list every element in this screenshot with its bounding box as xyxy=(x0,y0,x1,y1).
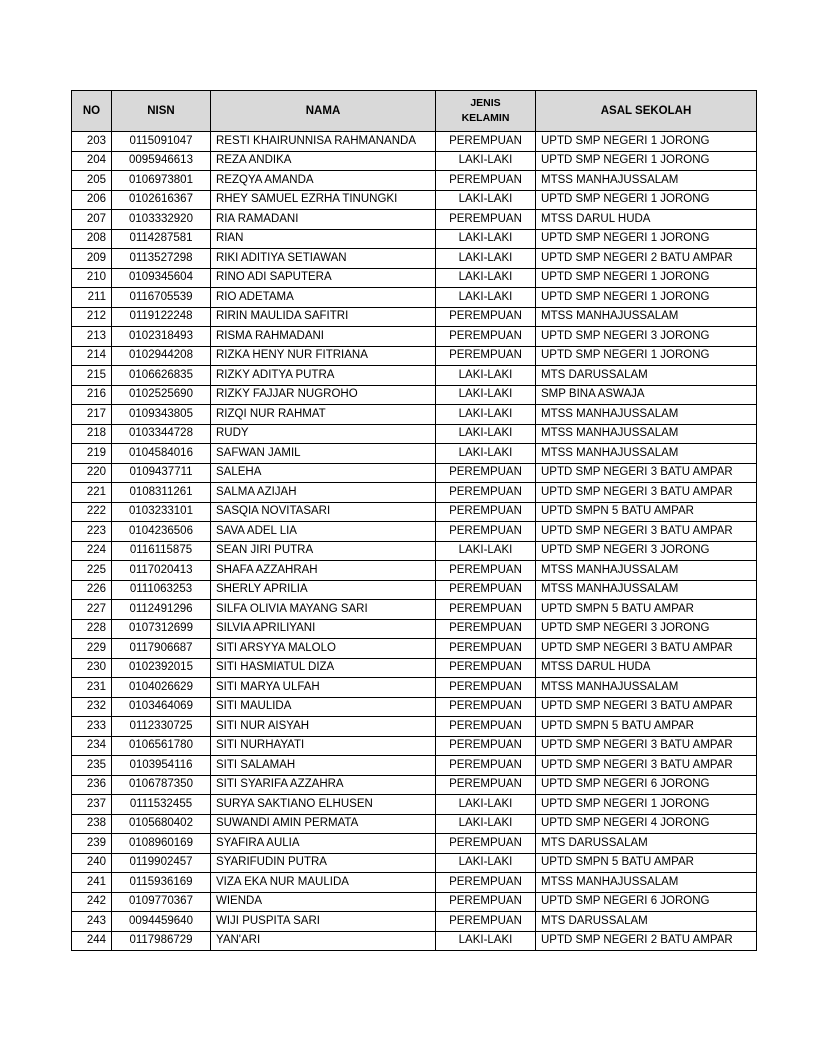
table-row xyxy=(72,366,757,386)
cell-nama: SITI NURHAYATI xyxy=(211,736,436,756)
cell-nama: SYAFIRA AULIA xyxy=(211,834,436,854)
cell-no: 231 xyxy=(72,678,112,698)
cell-nama: SAFWAN JAMIL xyxy=(211,444,436,464)
cell-no: 211 xyxy=(72,288,112,308)
cell-no: 230 xyxy=(72,658,112,678)
cell-asal-sekolah: UPTD SMP NEGERI 1 JORONG xyxy=(536,795,757,815)
table-row xyxy=(72,678,757,698)
cell-asal-sekolah: UPTD SMP NEGERI 3 BATU AMPAR xyxy=(536,736,757,756)
cell-no: 203 xyxy=(72,132,112,152)
cell-nama: RISMA RAHMADANI xyxy=(211,327,436,347)
cell-asal-sekolah: UPTD SMP NEGERI 3 JORONG xyxy=(536,541,757,561)
table-row xyxy=(72,795,757,815)
cell-nisn: 0108311261 xyxy=(112,483,211,503)
cell-jenis-kelamin: LAKI-LAKI xyxy=(436,444,536,464)
cell-no: 236 xyxy=(72,775,112,795)
cell-nama: SASQIA NOVITASARI xyxy=(211,502,436,522)
cell-nama: VIZA EKA NUR MAULIDA xyxy=(211,873,436,893)
cell-jenis-kelamin: LAKI-LAKI xyxy=(436,268,536,288)
cell-nama: RIA RAMADANI xyxy=(211,210,436,230)
cell-nisn: 0103233101 xyxy=(112,502,211,522)
table-row xyxy=(72,756,757,776)
cell-nisn: 0119902457 xyxy=(112,853,211,873)
cell-asal-sekolah: MTSS DARUL HUDA xyxy=(536,210,757,230)
cell-asal-sekolah: UPTD SMP NEGERI 2 BATU AMPAR xyxy=(536,931,757,951)
cell-asal-sekolah: MTSS MANHAJUSSALAM xyxy=(536,678,757,698)
cell-jenis-kelamin: PEREMPUAN xyxy=(436,600,536,620)
table-row xyxy=(72,210,757,230)
header-row xyxy=(72,91,757,132)
cell-nisn: 0104026629 xyxy=(112,678,211,698)
cell-nisn: 0115936169 xyxy=(112,873,211,893)
cell-jenis-kelamin: LAKI-LAKI xyxy=(436,405,536,425)
header-jenis-kelamin-line1: JENIS xyxy=(470,97,501,109)
cell-nama: SITI MAULIDA xyxy=(211,697,436,717)
table-row xyxy=(72,327,757,347)
cell-no: 205 xyxy=(72,171,112,191)
cell-asal-sekolah: MTS DARUSSALAM xyxy=(536,366,757,386)
cell-asal-sekolah: UPTD SMP NEGERI 3 BATU AMPAR xyxy=(536,756,757,776)
cell-nisn: 0116115875 xyxy=(112,541,211,561)
cell-nisn: 0113527298 xyxy=(112,249,211,269)
cell-jenis-kelamin: PEREMPUAN xyxy=(436,346,536,366)
cell-jenis-kelamin: PEREMPUAN xyxy=(436,892,536,912)
cell-nisn: 0094459640 xyxy=(112,912,211,932)
cell-asal-sekolah: UPTD SMP NEGERI 3 BATU AMPAR xyxy=(536,483,757,503)
table-row xyxy=(72,151,757,171)
cell-asal-sekolah: UPTD SMP NEGERI 3 BATU AMPAR xyxy=(536,522,757,542)
cell-nama: RINO ADI SAPUTERA xyxy=(211,268,436,288)
table-row xyxy=(72,541,757,561)
cell-nama: RIO ADETAMA xyxy=(211,288,436,308)
cell-jenis-kelamin: PEREMPUAN xyxy=(436,639,536,659)
cell-jenis-kelamin: PEREMPUAN xyxy=(436,658,536,678)
cell-asal-sekolah: UPTD SMP NEGERI 6 JORONG xyxy=(536,892,757,912)
cell-no: 233 xyxy=(72,717,112,737)
cell-nama: RUDY xyxy=(211,424,436,444)
cell-nisn: 0103954116 xyxy=(112,756,211,776)
cell-no: 240 xyxy=(72,853,112,873)
cell-nisn: 0105680402 xyxy=(112,814,211,834)
table-row xyxy=(72,892,757,912)
cell-nama: RIRIN MAULIDA SAFITRI xyxy=(211,307,436,327)
cell-no: 235 xyxy=(72,756,112,776)
cell-asal-sekolah: SMP BINA ASWAJA xyxy=(536,385,757,405)
cell-jenis-kelamin: PEREMPUAN xyxy=(436,912,536,932)
cell-jenis-kelamin: LAKI-LAKI xyxy=(436,249,536,269)
table-row xyxy=(72,873,757,893)
cell-jenis-kelamin: PEREMPUAN xyxy=(436,756,536,776)
cell-jenis-kelamin: PEREMPUAN xyxy=(436,210,536,230)
cell-nama: SITI SYARIFA AZZAHRA xyxy=(211,775,436,795)
cell-no: 215 xyxy=(72,366,112,386)
cell-no: 239 xyxy=(72,834,112,854)
cell-nisn: 0106787350 xyxy=(112,775,211,795)
cell-no: 214 xyxy=(72,346,112,366)
cell-no: 216 xyxy=(72,385,112,405)
table-row xyxy=(72,307,757,327)
cell-nisn: 0106626835 xyxy=(112,366,211,386)
table-row xyxy=(72,814,757,834)
table-row xyxy=(72,288,757,308)
cell-jenis-kelamin: LAKI-LAKI xyxy=(436,814,536,834)
table-row xyxy=(72,444,757,464)
cell-asal-sekolah: UPTD SMPN 5 BATU AMPAR xyxy=(536,853,757,873)
table-row xyxy=(72,190,757,210)
cell-nisn: 0112491296 xyxy=(112,600,211,620)
cell-asal-sekolah: UPTD SMP NEGERI 3 BATU AMPAR xyxy=(536,639,757,659)
cell-nama: RIZKA HENY NUR FITRIANA xyxy=(211,346,436,366)
cell-asal-sekolah: MTSS MANHAJUSSALAM xyxy=(536,307,757,327)
cell-nisn: 0109437711 xyxy=(112,463,211,483)
cell-no: 227 xyxy=(72,600,112,620)
cell-jenis-kelamin: LAKI-LAKI xyxy=(436,541,536,561)
cell-nisn: 0103332920 xyxy=(112,210,211,230)
cell-nisn: 0104584016 xyxy=(112,444,211,464)
cell-asal-sekolah: UPTD SMP NEGERI 3 JORONG xyxy=(536,327,757,347)
cell-jenis-kelamin: LAKI-LAKI xyxy=(436,229,536,249)
cell-nama: SALMA AZIJAH xyxy=(211,483,436,503)
cell-asal-sekolah: UPTD SMP NEGERI 1 JORONG xyxy=(536,288,757,308)
cell-asal-sekolah: MTS DARUSSALAM xyxy=(536,912,757,932)
cell-jenis-kelamin: PEREMPUAN xyxy=(436,736,536,756)
cell-nama: SURYA SAKTIANO ELHUSEN xyxy=(211,795,436,815)
cell-no: 237 xyxy=(72,795,112,815)
cell-asal-sekolah: UPTD SMP NEGERI 2 BATU AMPAR xyxy=(536,249,757,269)
cell-asal-sekolah: UPTD SMP NEGERI 3 BATU AMPAR xyxy=(536,463,757,483)
cell-asal-sekolah: MTSS MANHAJUSSALAM xyxy=(536,424,757,444)
cell-nama: SHERLY APRILIA xyxy=(211,580,436,600)
cell-no: 228 xyxy=(72,619,112,639)
cell-nisn: 0115091047 xyxy=(112,132,211,152)
cell-no: 241 xyxy=(72,873,112,893)
cell-jenis-kelamin: LAKI-LAKI xyxy=(436,853,536,873)
cell-asal-sekolah: UPTD SMP NEGERI 1 JORONG xyxy=(536,229,757,249)
cell-asal-sekolah: UPTD SMP NEGERI 1 JORONG xyxy=(536,151,757,171)
cell-no: 223 xyxy=(72,522,112,542)
cell-asal-sekolah: MTSS MANHAJUSSALAM xyxy=(536,873,757,893)
cell-asal-sekolah: MTS DARUSSALAM xyxy=(536,834,757,854)
cell-jenis-kelamin: PEREMPUAN xyxy=(436,697,536,717)
cell-jenis-kelamin: PEREMPUAN xyxy=(436,873,536,893)
header-asal-sekolah: ASAL SEKOLAH xyxy=(536,91,757,132)
cell-nama: SITI NUR AISYAH xyxy=(211,717,436,737)
cell-asal-sekolah: UPTD SMP NEGERI 3 BATU AMPAR xyxy=(536,697,757,717)
table-row xyxy=(72,463,757,483)
cell-nama: SILFA OLIVIA MAYANG SARI xyxy=(211,600,436,620)
cell-nama: RESTI KHAIRUNNISA RAHMANANDA xyxy=(211,132,436,152)
cell-nisn: 0102318493 xyxy=(112,327,211,347)
cell-nisn: 0109343805 xyxy=(112,405,211,425)
table-row xyxy=(72,697,757,717)
table-row xyxy=(72,658,757,678)
table-body xyxy=(72,132,757,951)
cell-nisn: 0109770367 xyxy=(112,892,211,912)
cell-nisn: 0104236506 xyxy=(112,522,211,542)
cell-asal-sekolah: MTSS MANHAJUSSALAM xyxy=(536,444,757,464)
cell-no: 212 xyxy=(72,307,112,327)
cell-asal-sekolah: UPTD SMP NEGERI 1 JORONG xyxy=(536,132,757,152)
cell-jenis-kelamin: PEREMPUAN xyxy=(436,307,536,327)
cell-jenis-kelamin: LAKI-LAKI xyxy=(436,931,536,951)
cell-asal-sekolah: UPTD SMP NEGERI 1 JORONG xyxy=(536,268,757,288)
table-row xyxy=(72,912,757,932)
cell-jenis-kelamin: LAKI-LAKI xyxy=(436,366,536,386)
cell-nisn: 0106973801 xyxy=(112,171,211,191)
cell-no: 225 xyxy=(72,561,112,581)
cell-nisn: 0116705539 xyxy=(112,288,211,308)
table-row xyxy=(72,853,757,873)
cell-asal-sekolah: MTSS MANHAJUSSALAM xyxy=(536,171,757,191)
cell-nama: RIAN xyxy=(211,229,436,249)
cell-jenis-kelamin: PEREMPUAN xyxy=(436,619,536,639)
cell-jenis-kelamin: LAKI-LAKI xyxy=(436,190,536,210)
table-row xyxy=(72,639,757,659)
cell-nama: SUWANDI AMIN PERMATA xyxy=(211,814,436,834)
table-row xyxy=(72,346,757,366)
cell-nisn: 0111063253 xyxy=(112,580,211,600)
cell-jenis-kelamin: PEREMPUAN xyxy=(436,327,536,347)
header-jenis-kelamin-line2: KELAMIN xyxy=(461,112,510,124)
cell-nama: SAVA ADEL LIA xyxy=(211,522,436,542)
table-row xyxy=(72,580,757,600)
table-row xyxy=(72,834,757,854)
cell-jenis-kelamin: PEREMPUAN xyxy=(436,580,536,600)
cell-nama: SEAN JIRI PUTRA xyxy=(211,541,436,561)
cell-jenis-kelamin: PEREMPUAN xyxy=(436,463,536,483)
cell-asal-sekolah: MTSS MANHAJUSSALAM xyxy=(536,580,757,600)
cell-nama: SALEHA xyxy=(211,463,436,483)
cell-no: 213 xyxy=(72,327,112,347)
cell-nisn: 0119122248 xyxy=(112,307,211,327)
cell-no: 238 xyxy=(72,814,112,834)
student-table xyxy=(71,90,757,951)
cell-nama: REZA ANDIKA xyxy=(211,151,436,171)
cell-nisn: 0103344728 xyxy=(112,424,211,444)
table-row xyxy=(72,385,757,405)
cell-nama: SHAFA AZZAHRAH xyxy=(211,561,436,581)
cell-nama: SITI HASMIATUL DIZA xyxy=(211,658,436,678)
cell-jenis-kelamin: PEREMPUAN xyxy=(436,561,536,581)
table-row xyxy=(72,619,757,639)
cell-nama: RIZKY ADITYA PUTRA xyxy=(211,366,436,386)
table-row xyxy=(72,502,757,522)
table-row xyxy=(72,249,757,269)
cell-jenis-kelamin: LAKI-LAKI xyxy=(436,151,536,171)
cell-nisn: 0107312699 xyxy=(112,619,211,639)
cell-jenis-kelamin: PEREMPUAN xyxy=(436,775,536,795)
table-row xyxy=(72,268,757,288)
cell-asal-sekolah: MTSS DARUL HUDA xyxy=(536,658,757,678)
cell-asal-sekolah: UPTD SMP NEGERI 6 JORONG xyxy=(536,775,757,795)
cell-jenis-kelamin: LAKI-LAKI xyxy=(436,385,536,405)
table-row xyxy=(72,600,757,620)
cell-jenis-kelamin: PEREMPUAN xyxy=(436,132,536,152)
header-nisn: NISN xyxy=(112,91,211,132)
cell-no: 224 xyxy=(72,541,112,561)
table-row xyxy=(72,561,757,581)
table-row xyxy=(72,775,757,795)
cell-nama: WIJI PUSPITA SARI xyxy=(211,912,436,932)
cell-jenis-kelamin: LAKI-LAKI xyxy=(436,795,536,815)
cell-nisn: 0102525690 xyxy=(112,385,211,405)
cell-nisn: 0111532455 xyxy=(112,795,211,815)
cell-no: 226 xyxy=(72,580,112,600)
cell-nama: WIENDA xyxy=(211,892,436,912)
table-row xyxy=(72,483,757,503)
cell-nisn: 0109345604 xyxy=(112,268,211,288)
cell-jenis-kelamin: PEREMPUAN xyxy=(436,522,536,542)
cell-nisn: 0108960169 xyxy=(112,834,211,854)
cell-no: 208 xyxy=(72,229,112,249)
header-no: NO xyxy=(72,91,112,132)
cell-nisn: 0106561780 xyxy=(112,736,211,756)
cell-asal-sekolah: MTSS MANHAJUSSALAM xyxy=(536,561,757,581)
cell-no: 234 xyxy=(72,736,112,756)
cell-no: 243 xyxy=(72,912,112,932)
table-header xyxy=(72,91,757,132)
cell-nisn: 0102616367 xyxy=(112,190,211,210)
cell-nama: REZQYA AMANDA xyxy=(211,171,436,191)
cell-asal-sekolah: UPTD SMP NEGERI 1 JORONG xyxy=(536,190,757,210)
cell-nama: RIZQI NUR RAHMAT xyxy=(211,405,436,425)
cell-no: 232 xyxy=(72,697,112,717)
cell-no: 209 xyxy=(72,249,112,269)
cell-nisn: 0102392015 xyxy=(112,658,211,678)
table-row xyxy=(72,132,757,152)
cell-nama: RIZKY FAJJAR NUGROHO xyxy=(211,385,436,405)
cell-no: 206 xyxy=(72,190,112,210)
cell-no: 219 xyxy=(72,444,112,464)
cell-nisn: 0095946613 xyxy=(112,151,211,171)
cell-jenis-kelamin: PEREMPUAN xyxy=(436,717,536,737)
cell-jenis-kelamin: PEREMPUAN xyxy=(436,834,536,854)
cell-no: 244 xyxy=(72,931,112,951)
document-page xyxy=(71,90,756,951)
cell-nama: SYARIFUDIN PUTRA xyxy=(211,853,436,873)
cell-no: 221 xyxy=(72,483,112,503)
table-row xyxy=(72,424,757,444)
table-row xyxy=(72,405,757,425)
cell-asal-sekolah: UPTD SMP NEGERI 4 JORONG xyxy=(536,814,757,834)
cell-no: 218 xyxy=(72,424,112,444)
cell-jenis-kelamin: LAKI-LAKI xyxy=(436,288,536,308)
table-row xyxy=(72,522,757,542)
cell-no: 222 xyxy=(72,502,112,522)
cell-nama: RIKI ADITIYA SETIAWAN xyxy=(211,249,436,269)
cell-asal-sekolah: UPTD SMPN 5 BATU AMPAR xyxy=(536,600,757,620)
cell-nisn: 0102944208 xyxy=(112,346,211,366)
cell-asal-sekolah: MTSS MANHAJUSSALAM xyxy=(536,405,757,425)
cell-no: 242 xyxy=(72,892,112,912)
cell-nisn: 0117020413 xyxy=(112,561,211,581)
cell-asal-sekolah: UPTD SMPN 5 BATU AMPAR xyxy=(536,502,757,522)
cell-nisn: 0112330725 xyxy=(112,717,211,737)
table-row xyxy=(72,171,757,191)
cell-jenis-kelamin: PEREMPUAN xyxy=(436,678,536,698)
cell-no: 210 xyxy=(72,268,112,288)
cell-nama: YAN'ARI xyxy=(211,931,436,951)
table-row xyxy=(72,717,757,737)
cell-jenis-kelamin: PEREMPUAN xyxy=(436,483,536,503)
cell-no: 204 xyxy=(72,151,112,171)
cell-nama: SITI MARYA ULFAH xyxy=(211,678,436,698)
header-jenis-kelamin xyxy=(436,91,536,132)
table-row xyxy=(72,931,757,951)
cell-no: 217 xyxy=(72,405,112,425)
cell-asal-sekolah: UPTD SMPN 5 BATU AMPAR xyxy=(536,717,757,737)
table-row xyxy=(72,736,757,756)
cell-no: 220 xyxy=(72,463,112,483)
cell-nama: RHEY SAMUEL EZRHA TINUNGKI xyxy=(211,190,436,210)
cell-jenis-kelamin: PEREMPUAN xyxy=(436,171,536,191)
table-row xyxy=(72,229,757,249)
cell-nama: SITI SALAMAH xyxy=(211,756,436,776)
cell-nama: SILVIA APRILIYANI xyxy=(211,619,436,639)
cell-no: 229 xyxy=(72,639,112,659)
header-nama: NAMA xyxy=(211,91,436,132)
cell-jenis-kelamin: PEREMPUAN xyxy=(436,502,536,522)
cell-asal-sekolah: UPTD SMP NEGERI 1 JORONG xyxy=(536,346,757,366)
cell-jenis-kelamin: LAKI-LAKI xyxy=(436,424,536,444)
cell-nisn: 0117906687 xyxy=(112,639,211,659)
cell-nisn: 0117986729 xyxy=(112,931,211,951)
cell-nisn: 0114287581 xyxy=(112,229,211,249)
cell-asal-sekolah: UPTD SMP NEGERI 3 JORONG xyxy=(536,619,757,639)
cell-nisn: 0103464069 xyxy=(112,697,211,717)
cell-no: 207 xyxy=(72,210,112,230)
cell-nama: SITI ARSYYA MALOLO xyxy=(211,639,436,659)
